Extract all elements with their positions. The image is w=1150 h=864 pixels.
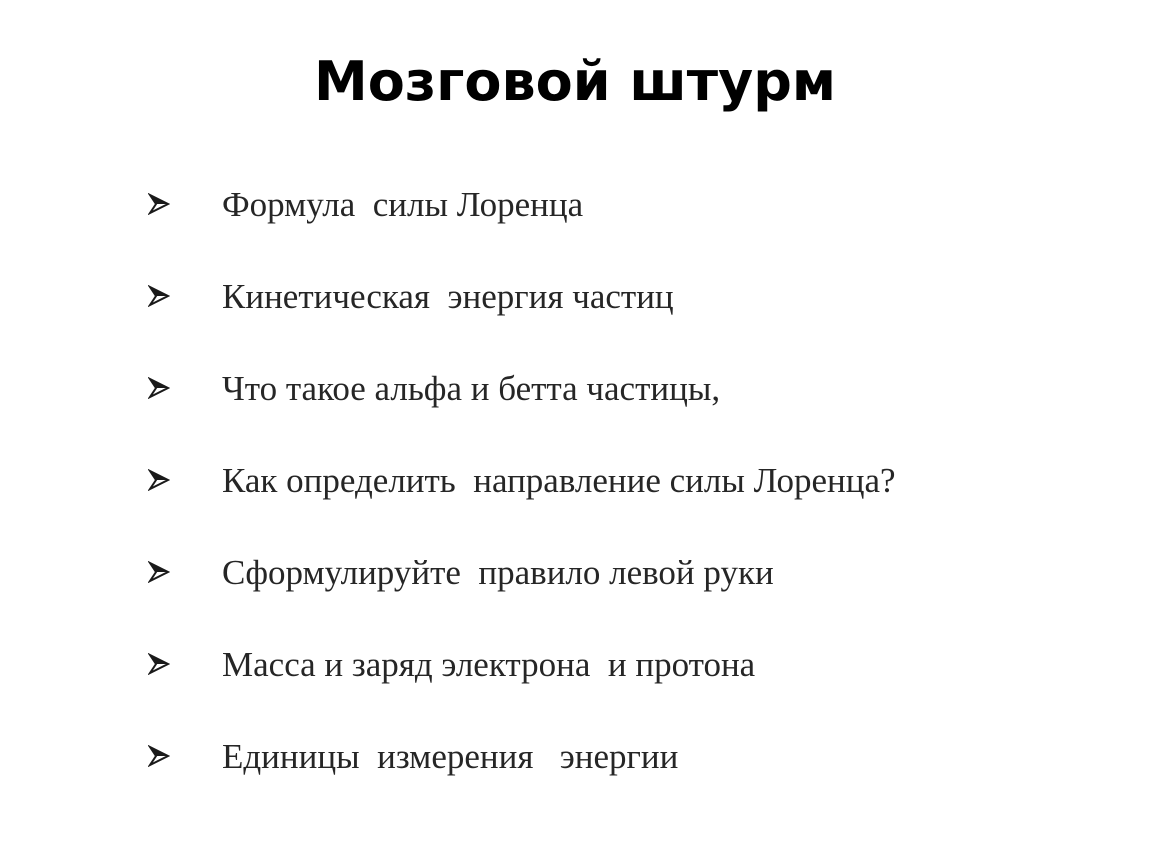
arrowhead-bullet-icon (148, 180, 222, 215)
list-item-text: Кинетическая энергия частиц (222, 277, 674, 316)
list-item-text: Масса и заряд электрона и протона (222, 645, 756, 684)
list-item (148, 456, 896, 548)
arrowhead-bullet-icon (148, 364, 222, 399)
list-item-text: Как определить направление силы Лоренца? (222, 461, 896, 500)
list-item (148, 180, 896, 272)
slide-title: Мозговой штурм (313, 50, 837, 113)
arrowhead-bullet-icon (148, 640, 222, 675)
list-item-text: Что такое альфа и бетта частицы, (222, 369, 721, 408)
list-item-text: Сформулируйте правило левой руки (222, 553, 774, 592)
arrowhead-bullet-icon (148, 548, 222, 583)
arrowhead-bullet-icon (148, 456, 222, 491)
list-item (148, 272, 896, 364)
list-item (148, 364, 896, 456)
arrowhead-bullet-icon (148, 272, 222, 307)
list-item (148, 732, 896, 824)
list-item (148, 640, 896, 732)
list-item-text: Единицы измерения энергии (222, 737, 679, 776)
list-item (148, 548, 896, 640)
list-item-text: Формула силы Лоренца (222, 185, 584, 224)
arrowhead-bullet-icon (148, 732, 222, 767)
bullet-list (148, 180, 896, 824)
